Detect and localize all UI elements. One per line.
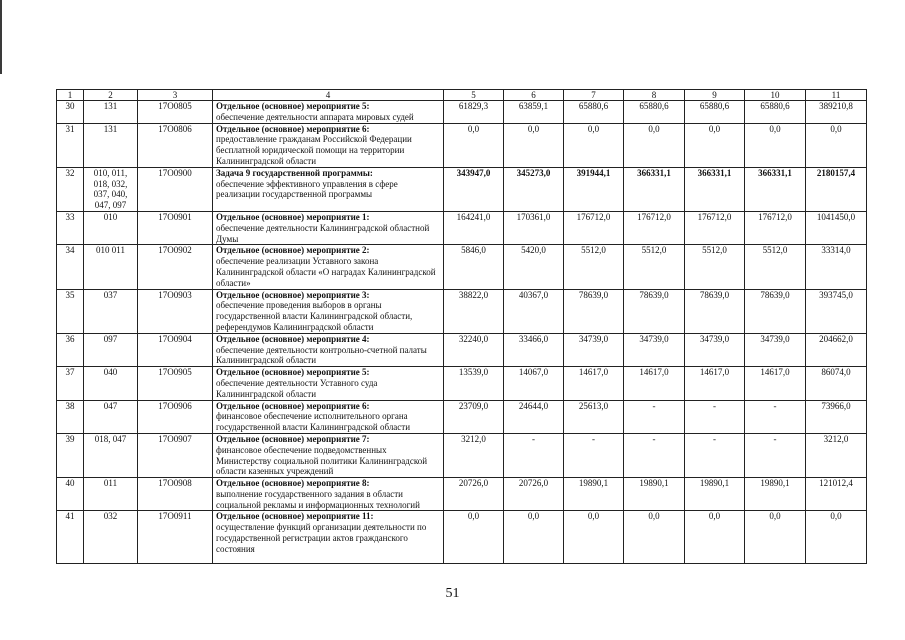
description-title: Отдельное (основное) мероприятие 7:: [216, 433, 370, 444]
value-cell: 78639,0: [564, 289, 624, 333]
value-cell: 204662,0: [806, 333, 867, 366]
value-cell: 0,0: [564, 123, 624, 167]
value-cell: 389210,8: [806, 101, 867, 124]
description-cell: [213, 478, 444, 511]
value-cell: 391944,1: [564, 167, 624, 211]
header-cell: 9: [685, 90, 745, 101]
value-cell: 14617,0: [624, 367, 685, 400]
row-number-cell: 41: [57, 511, 84, 564]
value-cell: -: [624, 400, 685, 433]
department-code-cell: 131: [84, 101, 138, 124]
value-cell: 176712,0: [564, 211, 624, 244]
value-cell: 32240,0: [444, 333, 504, 366]
value-cell: 176712,0: [624, 211, 685, 244]
description-text: финансовое обеспечение подведомственных Министерству социальной политики Калининградской области казенных учреждений: [216, 444, 428, 477]
table-row: [57, 123, 867, 167]
budget-code-cell: 17О0903: [138, 289, 213, 333]
description-title: Отдельное (основное) мероприятие 5:: [216, 367, 370, 378]
table-row: [57, 511, 867, 564]
value-cell: -: [745, 433, 806, 477]
value-cell: 78639,0: [745, 289, 806, 333]
value-cell: 0,0: [624, 123, 685, 167]
budget-code-cell: 17О0902: [138, 245, 213, 289]
description-title: Отдельное (основное) мероприятие 2:: [216, 245, 370, 256]
value-cell: 345273,0: [504, 167, 564, 211]
value-cell: 34739,0: [624, 333, 685, 366]
row-number-cell: 36: [57, 333, 84, 366]
value-cell: -: [685, 433, 745, 477]
table-row: [57, 367, 867, 400]
value-cell: 5512,0: [564, 245, 624, 289]
row-number-cell: 35: [57, 289, 84, 333]
description-title: Отдельное (основное) мероприятие 6:: [216, 400, 370, 411]
department-code-cell: 010 011: [84, 245, 138, 289]
table-row: [57, 167, 867, 211]
value-cell: 40367,0: [504, 289, 564, 333]
value-cell: 63859,1: [504, 101, 564, 124]
value-cell: 65880,6: [624, 101, 685, 124]
description-text: осуществление функций организации деятельности по государственной регистрации актов гражданского состояния: [216, 522, 427, 554]
value-cell: 19890,1: [624, 478, 685, 511]
value-cell: 19890,1: [685, 478, 745, 511]
department-code-cell: 011: [84, 478, 138, 511]
header-cell: 7: [564, 90, 624, 101]
budget-code-cell: 17О0907: [138, 433, 213, 477]
value-cell: 0,0: [745, 123, 806, 167]
value-cell: 20726,0: [444, 478, 504, 511]
department-code-cell: 010: [84, 211, 138, 244]
department-code-cell: 018, 047: [84, 433, 138, 477]
row-number-cell: 38: [57, 400, 84, 433]
value-cell: 343947,0: [444, 167, 504, 211]
table-row: [57, 101, 867, 124]
description-text: обеспечение деятельности контрольно-счетной палаты Калининградской области: [216, 344, 427, 366]
value-cell: 5846,0: [444, 245, 504, 289]
value-cell: 176712,0: [745, 211, 806, 244]
table-row: [57, 333, 867, 366]
budget-code-cell: 17О0911: [138, 511, 213, 564]
header-cell: 3: [138, 90, 213, 101]
department-code-cell: 040: [84, 367, 138, 400]
value-cell: 25613,0: [564, 400, 624, 433]
value-cell: -: [745, 400, 806, 433]
description-title: Задача 9 государственной программы:: [216, 167, 373, 178]
header-cell: 10: [745, 90, 806, 101]
value-cell: 3212,0: [444, 433, 504, 477]
table-row: [57, 211, 867, 244]
department-code-cell: 010, 011, 018, 032, 037, 040, 047, 097: [84, 167, 138, 211]
description-title: Отдельное (основное) мероприятие 3:: [216, 289, 370, 300]
row-number-cell: 32: [57, 167, 84, 211]
value-cell: 14067,0: [504, 367, 564, 400]
value-cell: -: [504, 433, 564, 477]
value-cell: 19890,1: [564, 478, 624, 511]
description-title: Отдельное (основное) мероприятие 4:: [216, 333, 370, 344]
department-code-cell: 047: [84, 400, 138, 433]
value-cell: 23709,0: [444, 400, 504, 433]
budget-code-cell: 17О0901: [138, 211, 213, 244]
value-cell: 0,0: [806, 123, 867, 167]
description-cell: [213, 511, 444, 564]
value-cell: 20726,0: [504, 478, 564, 511]
value-cell: 366331,1: [745, 167, 806, 211]
value-cell: 1041450,0: [806, 211, 867, 244]
description-text: обеспечение деятельности аппарата мировых судей: [216, 111, 414, 122]
table-row: [57, 478, 867, 511]
header-row: [57, 90, 867, 101]
value-cell: 86074,0: [806, 367, 867, 400]
budget-code-cell: 17О0805: [138, 101, 213, 124]
header-cell: 8: [624, 90, 685, 101]
table-row: [57, 289, 867, 333]
department-code-cell: 131: [84, 123, 138, 167]
value-cell: 19890,1: [745, 478, 806, 511]
value-cell: 14617,0: [564, 367, 624, 400]
budget-code-cell: 17О0806: [138, 123, 213, 167]
row-number-cell: 39: [57, 433, 84, 477]
description-text: обеспечение проведения выборов в органы государственной власти Калининградской области, референдумов Калининградской области: [216, 300, 413, 332]
value-cell: 14617,0: [745, 367, 806, 400]
description-text: обеспечение деятельности Калининградской областной Думы: [216, 222, 430, 244]
description-cell: [213, 101, 444, 124]
value-cell: 65880,6: [685, 101, 745, 124]
header-cell: 2: [84, 90, 138, 101]
value-cell: 393745,0: [806, 289, 867, 333]
value-cell: 78639,0: [685, 289, 745, 333]
value-cell: 0,0: [444, 123, 504, 167]
description-cell: [213, 167, 444, 211]
value-cell: 0,0: [444, 511, 504, 564]
value-cell: 176712,0: [685, 211, 745, 244]
header-cell: 6: [504, 90, 564, 101]
value-cell: 5512,0: [685, 245, 745, 289]
budget-code-cell: 17О0905: [138, 367, 213, 400]
value-cell: 0,0: [685, 511, 745, 564]
value-cell: -: [564, 433, 624, 477]
page-number: 51: [445, 586, 460, 601]
value-cell: 164241,0: [444, 211, 504, 244]
value-cell: 0,0: [806, 511, 867, 564]
value-cell: 0,0: [504, 511, 564, 564]
value-cell: 0,0: [564, 511, 624, 564]
description-cell: [213, 211, 444, 244]
budget-code-cell: 17О0904: [138, 333, 213, 366]
description-title: Отдельное (основное) мероприятие 8:: [216, 478, 370, 489]
value-cell: 0,0: [745, 511, 806, 564]
value-cell: 34739,0: [685, 333, 745, 366]
value-cell: 34739,0: [745, 333, 806, 366]
row-number-cell: 31: [57, 123, 84, 167]
value-cell: 121012,4: [806, 478, 867, 511]
value-cell: 78639,0: [624, 289, 685, 333]
description-cell: [213, 400, 444, 433]
header-cell: 4: [213, 90, 444, 101]
value-cell: 5512,0: [624, 245, 685, 289]
value-cell: 65880,6: [564, 101, 624, 124]
value-cell: -: [624, 433, 685, 477]
value-cell: 366331,1: [685, 167, 745, 211]
value-cell: 5420,0: [504, 245, 564, 289]
program-table: [56, 89, 867, 564]
budget-code-cell: 17О0900: [138, 167, 213, 211]
scan-edge-mark: [0, 0, 2, 74]
description-cell: [213, 123, 444, 167]
description-title: Отдельное (основное) мероприятие 1:: [216, 211, 370, 222]
row-number-cell: 40: [57, 478, 84, 511]
value-cell: 0,0: [624, 511, 685, 564]
department-code-cell: 037: [84, 289, 138, 333]
description-cell: [213, 333, 444, 366]
budget-code-cell: 17О0906: [138, 400, 213, 433]
value-cell: 33466,0: [504, 333, 564, 366]
header-cell: 1: [57, 90, 84, 101]
value-cell: 366331,1: [624, 167, 685, 211]
description-cell: [213, 289, 444, 333]
description-cell: [213, 433, 444, 477]
description-cell: [213, 367, 444, 400]
description-text: обеспечение деятельности Уставного суда Калининградской области: [216, 377, 378, 399]
budget-code-cell: 17О0908: [138, 478, 213, 511]
description-text: обеспечение реализации Уставного закона Калининградской области «О наградах Калининградской области»: [216, 256, 436, 288]
value-cell: 13539,0: [444, 367, 504, 400]
row-number-cell: 30: [57, 101, 84, 124]
value-cell: 14617,0: [685, 367, 745, 400]
value-cell: 65880,6: [745, 101, 806, 124]
header-cell: 5: [444, 90, 504, 101]
row-number-cell: 34: [57, 245, 84, 289]
table-row: [57, 245, 867, 289]
value-cell: 61829,3: [444, 101, 504, 124]
description-text: выполнение государственного задания в области социальной рекламы и информационных технологий: [216, 488, 420, 510]
value-cell: 38822,0: [444, 289, 504, 333]
table-row: [57, 433, 867, 477]
value-cell: 33314,0: [806, 245, 867, 289]
row-number-cell: 33: [57, 211, 84, 244]
value-cell: 73966,0: [806, 400, 867, 433]
table-row: [57, 400, 867, 433]
value-cell: 24644,0: [504, 400, 564, 433]
value-cell: 170361,0: [504, 211, 564, 244]
value-cell: 2180157,4: [806, 167, 867, 211]
header-cell: 11: [806, 90, 867, 101]
value-cell: 34739,0: [564, 333, 624, 366]
department-code-cell: 032: [84, 511, 138, 564]
value-cell: -: [685, 400, 745, 433]
description-title: Отдельное (основное) мероприятие 11:: [216, 511, 374, 522]
value-cell: 3212,0: [806, 433, 867, 477]
description-title: Отдельное (основное) мероприятие 6:: [216, 123, 370, 134]
value-cell: 0,0: [504, 123, 564, 167]
department-code-cell: 097: [84, 333, 138, 366]
description-text: обеспечение эффективного управления в сфере реализации государственной программы: [216, 178, 398, 200]
description-cell: [213, 245, 444, 289]
description-text: финансовое обеспечение исполнительного органа государственной власти Калининградской области: [216, 411, 411, 433]
value-cell: 0,0: [685, 123, 745, 167]
row-number-cell: 37: [57, 367, 84, 400]
value-cell: 5512,0: [745, 245, 806, 289]
description-text: предоставление гражданам Российской Федерации бесплатной юридической помощи на территории Калининградской области: [216, 134, 412, 166]
description-title: Отдельное (основное) мероприятие 5:: [216, 101, 370, 111]
